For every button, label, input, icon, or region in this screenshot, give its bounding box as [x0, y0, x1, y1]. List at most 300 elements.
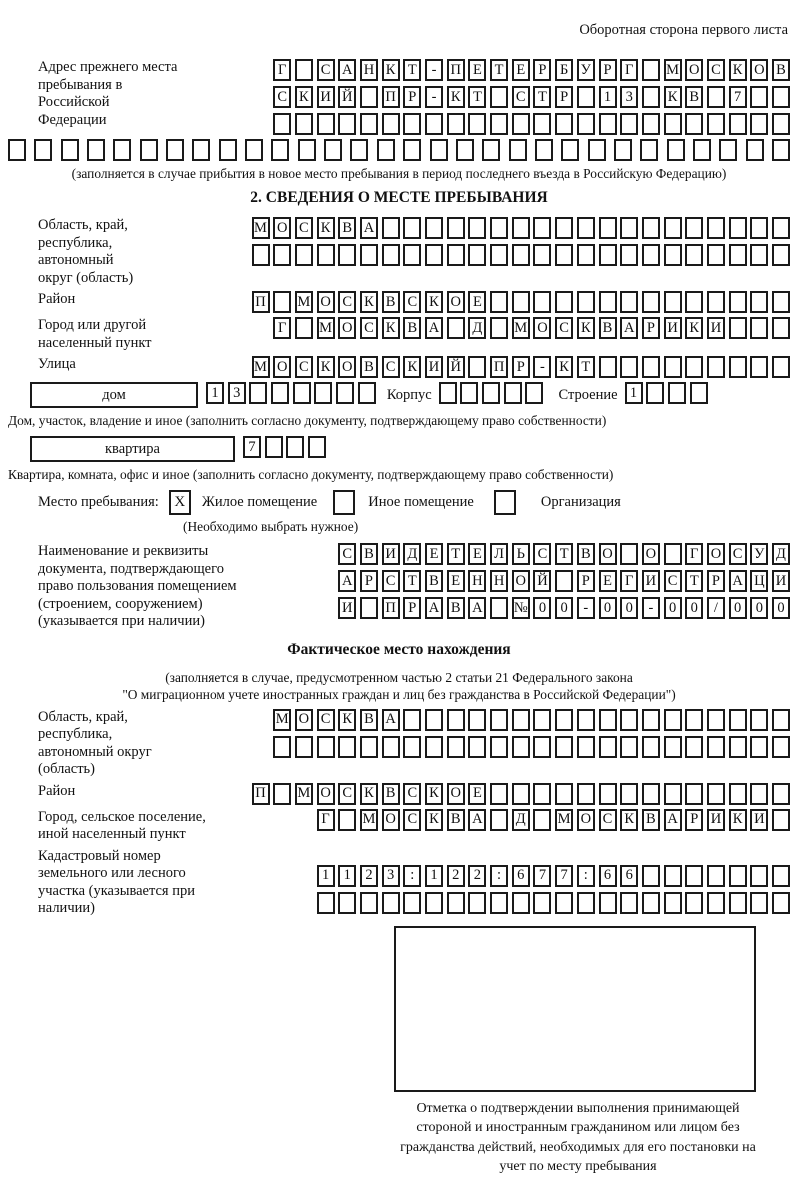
- form-cell[interactable]: [360, 113, 378, 135]
- form-cell[interactable]: [336, 382, 354, 404]
- form-cell[interactable]: [750, 217, 768, 239]
- form-cell[interactable]: [271, 382, 289, 404]
- form-cell[interactable]: [447, 113, 465, 135]
- form-cell[interactable]: К: [425, 291, 443, 313]
- form-cell[interactable]: [772, 291, 790, 313]
- form-cell[interactable]: [772, 783, 790, 805]
- form-cell[interactable]: Т: [490, 59, 508, 81]
- form-cell[interactable]: О: [338, 356, 356, 378]
- form-cell[interactable]: [664, 709, 682, 731]
- form-cell[interactable]: А: [468, 597, 486, 619]
- form-cell[interactable]: [338, 892, 356, 914]
- form-cell[interactable]: 0: [750, 597, 768, 619]
- form-cell[interactable]: С: [317, 709, 335, 731]
- form-cell[interactable]: [490, 113, 508, 135]
- form-cell[interactable]: К: [382, 317, 400, 339]
- form-cell[interactable]: П: [382, 597, 400, 619]
- form-cell[interactable]: [525, 382, 543, 404]
- form-cell[interactable]: [750, 244, 768, 266]
- form-cell[interactable]: [599, 113, 617, 135]
- form-cell[interactable]: П: [382, 86, 400, 108]
- form-cell[interactable]: Т: [685, 570, 703, 592]
- form-cell[interactable]: [750, 709, 768, 731]
- form-cell[interactable]: С: [555, 317, 573, 339]
- form-cell[interactable]: В: [447, 809, 465, 831]
- form-cell[interactable]: [482, 139, 500, 161]
- form-cell[interactable]: Е: [468, 291, 486, 313]
- form-cell[interactable]: [447, 317, 465, 339]
- form-cell[interactable]: [295, 317, 313, 339]
- form-cell[interactable]: [317, 736, 335, 758]
- form-cell[interactable]: О: [533, 317, 551, 339]
- form-cell[interactable]: О: [685, 59, 703, 81]
- form-cell[interactable]: К: [425, 783, 443, 805]
- form-cell[interactable]: Р: [685, 809, 703, 831]
- form-cell[interactable]: [750, 892, 768, 914]
- form-cell[interactable]: [719, 139, 737, 161]
- form-cell[interactable]: Т: [403, 59, 421, 81]
- form-cell[interactable]: С: [382, 570, 400, 592]
- form-cell[interactable]: [664, 892, 682, 914]
- form-cell[interactable]: И: [772, 570, 790, 592]
- form-cell[interactable]: И: [664, 317, 682, 339]
- form-cell[interactable]: С: [729, 543, 747, 565]
- form-cell[interactable]: В: [599, 317, 617, 339]
- form-cell[interactable]: С: [403, 809, 421, 831]
- form-cell[interactable]: -: [425, 86, 443, 108]
- form-cell[interactable]: [533, 291, 551, 313]
- form-cell[interactable]: [664, 736, 682, 758]
- form-cell[interactable]: [360, 244, 378, 266]
- form-cell[interactable]: К: [295, 86, 313, 108]
- form-cell[interactable]: [599, 356, 617, 378]
- form-cell[interactable]: 3: [382, 865, 400, 887]
- form-cell[interactable]: [642, 244, 660, 266]
- form-cell[interactable]: М: [273, 709, 291, 731]
- form-cell[interactable]: [664, 783, 682, 805]
- form-cell[interactable]: 0: [664, 597, 682, 619]
- form-cell[interactable]: [620, 217, 638, 239]
- form-cell[interactable]: Т: [577, 356, 595, 378]
- form-cell[interactable]: [729, 113, 747, 135]
- form-cell[interactable]: [533, 783, 551, 805]
- form-cell[interactable]: [664, 543, 682, 565]
- form-cell[interactable]: 0: [685, 597, 703, 619]
- form-cell[interactable]: [664, 291, 682, 313]
- form-cell[interactable]: [620, 892, 638, 914]
- form-cell[interactable]: [490, 217, 508, 239]
- form-cell[interactable]: Г: [273, 59, 291, 81]
- form-cell[interactable]: [772, 86, 790, 108]
- form-cell[interactable]: Ь: [512, 543, 530, 565]
- form-cell[interactable]: 2: [360, 865, 378, 887]
- form-cell[interactable]: К: [317, 356, 335, 378]
- form-cell[interactable]: [668, 382, 686, 404]
- form-cell[interactable]: К: [620, 809, 638, 831]
- form-cell[interactable]: [729, 709, 747, 731]
- form-cell[interactable]: [377, 139, 395, 161]
- form-cell[interactable]: [482, 382, 500, 404]
- form-cell[interactable]: [599, 709, 617, 731]
- form-cell[interactable]: [614, 139, 632, 161]
- form-cell[interactable]: [555, 892, 573, 914]
- form-cell[interactable]: [87, 139, 105, 161]
- form-cell[interactable]: [707, 244, 725, 266]
- form-cell[interactable]: Г: [620, 59, 638, 81]
- form-cell[interactable]: [295, 113, 313, 135]
- form-cell[interactable]: О: [707, 543, 725, 565]
- form-cell[interactable]: В: [382, 783, 400, 805]
- form-cell[interactable]: Г: [685, 543, 703, 565]
- form-cell[interactable]: [533, 113, 551, 135]
- form-cell[interactable]: 2: [447, 865, 465, 887]
- form-cell[interactable]: [490, 86, 508, 108]
- form-cell[interactable]: [533, 709, 551, 731]
- form-cell[interactable]: [533, 244, 551, 266]
- form-cell[interactable]: А: [338, 570, 356, 592]
- form-cell[interactable]: [620, 783, 638, 805]
- form-cell[interactable]: [403, 113, 421, 135]
- form-cell[interactable]: 3: [620, 86, 638, 108]
- form-cell[interactable]: [273, 113, 291, 135]
- form-cell[interactable]: П: [252, 783, 270, 805]
- form-cell[interactable]: [271, 139, 289, 161]
- form-cell[interactable]: В: [360, 543, 378, 565]
- form-cell[interactable]: [456, 139, 474, 161]
- form-cell[interactable]: -: [642, 597, 660, 619]
- form-cell[interactable]: Е: [468, 783, 486, 805]
- form-cell[interactable]: [403, 139, 421, 161]
- form-cell[interactable]: К: [664, 86, 682, 108]
- form-cell[interactable]: Р: [533, 59, 551, 81]
- form-cell[interactable]: [533, 217, 551, 239]
- form-cell[interactable]: В: [360, 356, 378, 378]
- form-cell[interactable]: [555, 570, 573, 592]
- form-cell[interactable]: О: [273, 217, 291, 239]
- form-cell[interactable]: [490, 892, 508, 914]
- form-cell[interactable]: [468, 709, 486, 731]
- form-cell[interactable]: №: [512, 597, 530, 619]
- form-cell[interactable]: [314, 382, 332, 404]
- form-cell[interactable]: Е: [468, 59, 486, 81]
- form-cell[interactable]: [490, 809, 508, 831]
- form-cell[interactable]: [577, 892, 595, 914]
- form-cell[interactable]: [219, 139, 237, 161]
- form-cell[interactable]: [286, 436, 304, 458]
- form-cell[interactable]: П: [490, 356, 508, 378]
- form-cell[interactable]: Р: [599, 59, 617, 81]
- form-cell[interactable]: 6: [620, 865, 638, 887]
- form-cell[interactable]: 0: [599, 597, 617, 619]
- form-cell[interactable]: [298, 139, 316, 161]
- form-cell[interactable]: 3: [228, 382, 246, 404]
- form-cell[interactable]: 1: [599, 86, 617, 108]
- form-cell[interactable]: 1: [425, 865, 443, 887]
- form-cell[interactable]: [664, 244, 682, 266]
- form-cell[interactable]: М: [252, 217, 270, 239]
- form-cell[interactable]: [620, 709, 638, 731]
- form-cell[interactable]: [707, 113, 725, 135]
- form-cell[interactable]: [772, 217, 790, 239]
- form-cell[interactable]: [772, 139, 790, 161]
- form-cell[interactable]: А: [620, 317, 638, 339]
- form-cell[interactable]: 7: [243, 436, 261, 458]
- form-cell[interactable]: Е: [468, 543, 486, 565]
- form-cell[interactable]: [555, 736, 573, 758]
- form-cell[interactable]: [324, 139, 342, 161]
- form-cell[interactable]: [34, 139, 52, 161]
- form-cell[interactable]: /: [707, 597, 725, 619]
- form-cell[interactable]: [490, 597, 508, 619]
- form-cell[interactable]: Р: [555, 86, 573, 108]
- form-cell[interactable]: [577, 244, 595, 266]
- form-cell[interactable]: [273, 244, 291, 266]
- form-cell[interactable]: [425, 892, 443, 914]
- form-cell[interactable]: [140, 139, 158, 161]
- form-cell[interactable]: [642, 736, 660, 758]
- form-cell[interactable]: [555, 244, 573, 266]
- form-cell[interactable]: С: [338, 291, 356, 313]
- form-cell[interactable]: О: [317, 783, 335, 805]
- form-cell[interactable]: К: [555, 356, 573, 378]
- form-cell[interactable]: С: [360, 317, 378, 339]
- form-cell[interactable]: И: [425, 356, 443, 378]
- form-cell[interactable]: [577, 217, 595, 239]
- form-cell[interactable]: [403, 244, 421, 266]
- form-cell[interactable]: [729, 217, 747, 239]
- form-cell[interactable]: [577, 86, 595, 108]
- form-cell[interactable]: 0: [533, 597, 551, 619]
- form-cell[interactable]: [468, 217, 486, 239]
- form-cell[interactable]: Р: [577, 570, 595, 592]
- form-cell[interactable]: С: [338, 783, 356, 805]
- form-cell[interactable]: [512, 892, 530, 914]
- form-cell[interactable]: [490, 736, 508, 758]
- form-cell[interactable]: О: [512, 570, 530, 592]
- form-cell[interactable]: [166, 139, 184, 161]
- form-cell[interactable]: [599, 736, 617, 758]
- form-cell[interactable]: Г: [317, 809, 335, 831]
- form-cell[interactable]: [308, 436, 326, 458]
- form-cell[interactable]: О: [750, 59, 768, 81]
- form-cell[interactable]: [403, 709, 421, 731]
- form-cell[interactable]: [425, 736, 443, 758]
- form-cell[interactable]: [245, 139, 263, 161]
- house-field[interactable]: [30, 382, 198, 408]
- form-cell[interactable]: [555, 783, 573, 805]
- form-cell[interactable]: [772, 892, 790, 914]
- form-cell[interactable]: А: [425, 597, 443, 619]
- form-cell[interactable]: [265, 436, 283, 458]
- form-cell[interactable]: И: [707, 317, 725, 339]
- form-cell[interactable]: [685, 113, 703, 135]
- form-cell[interactable]: [646, 382, 664, 404]
- form-cell[interactable]: О: [317, 291, 335, 313]
- form-cell[interactable]: [685, 736, 703, 758]
- form-cell[interactable]: Р: [642, 317, 660, 339]
- form-cell[interactable]: [707, 291, 725, 313]
- form-cell[interactable]: [642, 892, 660, 914]
- form-cell[interactable]: 1: [625, 382, 643, 404]
- form-cell[interactable]: [338, 244, 356, 266]
- form-cell[interactable]: [447, 892, 465, 914]
- form-cell[interactable]: У: [577, 59, 595, 81]
- form-cell[interactable]: 0: [620, 597, 638, 619]
- form-cell[interactable]: [685, 865, 703, 887]
- form-cell[interactable]: -: [577, 597, 595, 619]
- form-cell[interactable]: К: [685, 317, 703, 339]
- form-cell[interactable]: [533, 809, 551, 831]
- form-cell[interactable]: К: [360, 291, 378, 313]
- form-cell[interactable]: В: [338, 217, 356, 239]
- form-cell[interactable]: [317, 892, 335, 914]
- form-cell[interactable]: К: [382, 59, 400, 81]
- form-cell[interactable]: [729, 317, 747, 339]
- form-cell[interactable]: [599, 783, 617, 805]
- form-cell[interactable]: [642, 865, 660, 887]
- form-cell[interactable]: [338, 809, 356, 831]
- form-cell[interactable]: [447, 736, 465, 758]
- form-cell[interactable]: [642, 356, 660, 378]
- form-cell[interactable]: [620, 244, 638, 266]
- form-cell[interactable]: М: [555, 809, 573, 831]
- form-cell[interactable]: В: [685, 86, 703, 108]
- form-cell[interactable]: [729, 736, 747, 758]
- form-cell[interactable]: Н: [490, 570, 508, 592]
- form-cell[interactable]: :: [403, 865, 421, 887]
- form-cell[interactable]: [772, 736, 790, 758]
- form-cell[interactable]: К: [729, 809, 747, 831]
- form-cell[interactable]: [707, 356, 725, 378]
- form-cell[interactable]: [490, 317, 508, 339]
- form-cell[interactable]: [620, 736, 638, 758]
- form-cell[interactable]: [577, 783, 595, 805]
- form-cell[interactable]: А: [425, 317, 443, 339]
- form-cell[interactable]: [425, 244, 443, 266]
- form-cell[interactable]: Р: [403, 86, 421, 108]
- form-cell[interactable]: К: [338, 709, 356, 731]
- form-cell[interactable]: [588, 139, 606, 161]
- form-cell[interactable]: [664, 865, 682, 887]
- form-cell[interactable]: К: [425, 809, 443, 831]
- form-cell[interactable]: [533, 892, 551, 914]
- form-cell[interactable]: [750, 736, 768, 758]
- form-cell[interactable]: [750, 317, 768, 339]
- form-cell[interactable]: В: [772, 59, 790, 81]
- form-cell[interactable]: 2: [468, 865, 486, 887]
- form-cell[interactable]: [729, 783, 747, 805]
- form-cell[interactable]: Б: [555, 59, 573, 81]
- form-cell[interactable]: Д: [512, 809, 530, 831]
- form-cell[interactable]: [403, 217, 421, 239]
- form-cell[interactable]: [685, 217, 703, 239]
- form-cell[interactable]: [642, 217, 660, 239]
- form-cell[interactable]: [642, 291, 660, 313]
- form-cell[interactable]: [750, 291, 768, 313]
- form-cell[interactable]: Г: [273, 317, 291, 339]
- form-cell[interactable]: Д: [468, 317, 486, 339]
- form-cell[interactable]: [664, 113, 682, 135]
- form-cell[interactable]: [772, 865, 790, 887]
- form-cell[interactable]: С: [317, 59, 335, 81]
- form-cell[interactable]: [512, 113, 530, 135]
- form-cell[interactable]: [8, 139, 26, 161]
- form-cell[interactable]: А: [664, 809, 682, 831]
- form-cell[interactable]: -: [533, 356, 551, 378]
- form-cell[interactable]: В: [403, 317, 421, 339]
- form-cell[interactable]: С: [295, 217, 313, 239]
- form-cell[interactable]: [295, 244, 313, 266]
- form-cell[interactable]: А: [338, 59, 356, 81]
- form-cell[interactable]: [707, 892, 725, 914]
- form-cell[interactable]: [667, 139, 685, 161]
- form-cell[interactable]: М: [295, 783, 313, 805]
- form-cell[interactable]: [685, 709, 703, 731]
- form-cell[interactable]: О: [273, 356, 291, 378]
- form-cell[interactable]: [772, 113, 790, 135]
- form-cell[interactable]: [358, 382, 376, 404]
- form-cell[interactable]: [577, 736, 595, 758]
- form-cell[interactable]: [273, 736, 291, 758]
- form-cell[interactable]: В: [577, 543, 595, 565]
- form-cell[interactable]: [447, 709, 465, 731]
- form-cell[interactable]: В: [447, 597, 465, 619]
- form-cell[interactable]: [273, 291, 291, 313]
- form-cell[interactable]: [295, 736, 313, 758]
- form-cell[interactable]: [685, 356, 703, 378]
- form-cell[interactable]: [729, 865, 747, 887]
- form-cell[interactable]: [577, 113, 595, 135]
- form-cell[interactable]: [685, 892, 703, 914]
- form-cell[interactable]: [360, 597, 378, 619]
- form-cell[interactable]: Р: [512, 356, 530, 378]
- form-cell[interactable]: [620, 356, 638, 378]
- form-cell[interactable]: [490, 291, 508, 313]
- form-cell[interactable]: С: [707, 59, 725, 81]
- form-cell[interactable]: [382, 217, 400, 239]
- form-cell[interactable]: В: [382, 291, 400, 313]
- form-cell[interactable]: [685, 244, 703, 266]
- form-cell[interactable]: Д: [403, 543, 421, 565]
- form-cell[interactable]: Л: [490, 543, 508, 565]
- apartment-field[interactable]: [30, 436, 235, 462]
- form-cell[interactable]: [113, 139, 131, 161]
- form-cell[interactable]: [690, 382, 708, 404]
- checkbox-inoe[interactable]: [333, 490, 355, 515]
- form-cell[interactable]: [468, 244, 486, 266]
- form-cell[interactable]: И: [642, 570, 660, 592]
- form-cell[interactable]: Е: [447, 570, 465, 592]
- form-cell[interactable]: [512, 217, 530, 239]
- form-cell[interactable]: Г: [620, 570, 638, 592]
- form-cell[interactable]: [490, 709, 508, 731]
- form-cell[interactable]: [707, 86, 725, 108]
- form-cell[interactable]: О: [642, 543, 660, 565]
- form-cell[interactable]: [685, 783, 703, 805]
- form-cell[interactable]: [707, 865, 725, 887]
- form-cell[interactable]: Ц: [750, 570, 768, 592]
- form-cell[interactable]: [729, 244, 747, 266]
- form-cell[interactable]: Т: [555, 543, 573, 565]
- form-cell[interactable]: [693, 139, 711, 161]
- form-cell[interactable]: 1: [317, 865, 335, 887]
- form-cell[interactable]: Н: [468, 570, 486, 592]
- form-cell[interactable]: 6: [512, 865, 530, 887]
- form-cell[interactable]: В: [360, 709, 378, 731]
- form-cell[interactable]: Т: [447, 543, 465, 565]
- form-cell[interactable]: [425, 217, 443, 239]
- form-cell[interactable]: [504, 382, 522, 404]
